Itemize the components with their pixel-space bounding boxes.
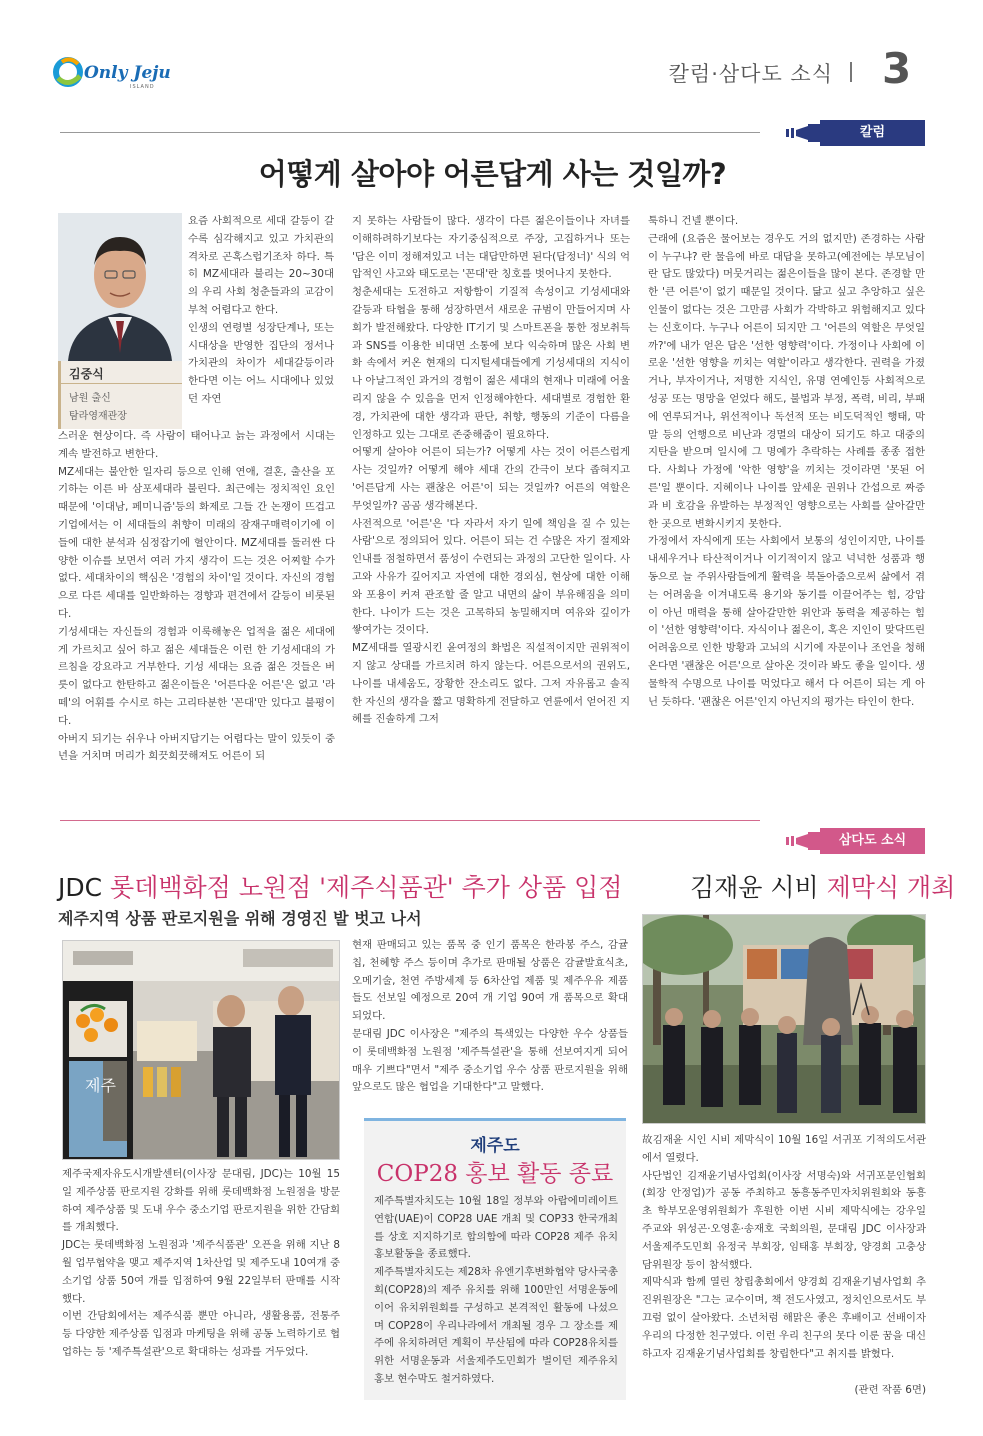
paragraph: JDC는 롯데백화점 노원점과 '제주식품관' 오픈을 위해 지난 8월 업무협약을 맺고 제주지역 1차산업 및 제주도내 10여개 중소기업 상품 50여 개를 입점하여 9월 22일부터 판매를 시작했다. bbox=[62, 1239, 340, 1305]
jdc-store-photo bbox=[62, 940, 340, 1160]
kim-title-prefix: 김재윤 시비 bbox=[690, 873, 819, 902]
cop28-article-body bbox=[374, 1193, 618, 1389]
megaphone-icon bbox=[786, 832, 820, 850]
only-jeju-logo bbox=[52, 48, 182, 92]
paragraph: 인생의 연령별 성장단계나, 또는 시대상을 반영한 집단의 정서나 가치관의 차이가 세대갈등이라 한다면 이는 어느 시대에나 있었던 자연 bbox=[188, 321, 334, 405]
paragraph: 스러운 현상이다. 즉 사람이 태어나고 늙는 과정에서 시대는 계속 발전하고 변한다. bbox=[58, 430, 335, 460]
paragraph: MZ세대는 불안한 일자리 등으로 인해 연애, 결혼, 출산을 포기하는 이른 바 삼포세대라 불린다. 최근에는 정치적인 요인 때문에 '이대남, 페미니즘'등의 화제로 그들 간 논쟁이 뜨겁고 기업에서는 이 세대들의 취향이 미래의 잠재구매력이기에 이들에 대한 분석과 심정잡기에 혈안이다. MZ세대를 둘러싼 다양한 이슈를 보면서 여러 가지 생각이 드는 것은 어찌할 수가 없다. 세대차이의 핵심은 '경험의 차이'일 것이다. 자신의 경험으로 다른 세대를 일반화하는 경향과 편견에서 갈등이 비롯된다. bbox=[58, 465, 335, 620]
jdc-subtitle: 제주지역 상품 판로지원을 위해 경영진 발 벗고 나서 bbox=[58, 909, 422, 928]
paragraph: 어떻게 살아야 어른이 되는가? 어떻게 사는 것이 어른스럽게 사는 것일까? 어떻게 해야 세대 간의 간극이 보다 좁혀지고 '어른답게 사는 괜찮은 어른'이 되는 것일까? 어른의 역할은 무엇일까? 곰곰 생각해본다. bbox=[352, 446, 630, 512]
paragraph: 청춘세대는 도전하고 저항함이 기질적 속성이고 기성세대와 갈등과 타협을 통해 성장하면서 새로운 규범이 만들어지며 사회가 발전해왔다. 다양한 IT기기 및 스마트폰을 통한 정보취득과 SNS를 이용한 비대면 소통에 보다 익숙하며 많은 사회 변화 속에서 커온 현재의 디지털세대들에게 기성세대의 지식이나 아날그적인 과거의 경험이 젊은 세대의 현재나 미래에 어울리지 않을 수 있음을 먼저 인정해야한다. 세대별로 경험한 환경, 가치관에 대한 생각과 판단, 취향, 행동의 기준이 다름을 인정하고 있는 그대로 존중해줌이 필요하다. bbox=[352, 286, 630, 441]
author-divider bbox=[61, 383, 182, 384]
paragraph: 기성세대는 자신들의 경험과 이룩해놓은 업적을 젊은 세대에게 가르치고 싶어 하고 젊은 세대들은 이런 한 기성세대의 가르침을 강요라고 거부한다. 기성 세대는 요즘 젊은 것들은 버릇이 없다고 한탄하고 젊은이들은 '어른다운 어른'은 없고 '라떼'의 어휘를 수시로 하는 고리타분한 '꼰대'만 있다고 불평이다. bbox=[58, 625, 335, 727]
page-number: 3 bbox=[882, 44, 912, 93]
paragraph: MZ세대를 열광시킨 윤여정의 화법은 직설적이지만 권위적이지 않고 상대를 가르치려 하지 않는다. 어른으로서의 권위도, 나이를 내세움도, 장황한 잔소리도 없다. 그저 자유롭고 솔직한 자신의 생각을 짧고 명확하게 전달하고 연륜에서 얻어진 지혜를 진솔하게 그저 bbox=[352, 642, 630, 726]
author-box bbox=[58, 361, 182, 429]
jdc-title-prefix: JDC bbox=[58, 873, 103, 902]
author-origin: 남원 출신 bbox=[69, 393, 111, 404]
megaphone-icon bbox=[786, 124, 820, 142]
logo-sub: ISLAND bbox=[130, 84, 155, 90]
kim-article-title bbox=[690, 868, 955, 904]
news-rule bbox=[60, 820, 760, 821]
ceremony-photo bbox=[642, 914, 926, 1124]
paragraph: 제주국제자유도시개발센터(이사장 문대림, JDC)는 10월 15일 제주상품 판로지원 강화를 위해 롯데백화점 노원점을 방문하여 제주상품 및 도내 우수 중소기업 판로지원을 위한 간담회를 개최했다. bbox=[62, 1168, 340, 1234]
paragraph: 사단법인 김재윤기념사업회(이사장 서명숙)와 서귀포문인협회(회장 안정업)가 공동 주최하고 동흥동주민자치위원회와 동흥초 학부모운영위원회가 후원한 이번 시비 제막식에는 강우일 주교와 위성곤·오영훈·송재호 국회의원, 문대림 JDC 이사장과 서울제주도민회 유정국 부회장, 임태홍 부회장, 양경희 고충상담위원장 등이 참석했다. bbox=[642, 1169, 926, 1271]
column-rule bbox=[60, 132, 760, 133]
cop28-title-line1: 제주도 bbox=[470, 1136, 520, 1156]
column-text-3 bbox=[648, 213, 925, 711]
paragraph: 문대림 JDC 이사장은 "제주의 특색있는 다양한 우수 상품들이 롯데백화점 노원점 '제주특설관'을 통해 선보여지게 되어 매우 기쁘다"면서 "제주 중소기업 우수 상품 판로지원을 위해 앞으로도 많은 협업을 기대한다"고 말했다. bbox=[352, 1027, 628, 1094]
paragraph: 요즘 사회적으로 세대 갈등이 갈수록 심각해지고 있고 가치관의 격차로 곤혹스럽기조차 하다. 특히 MZ세대라 불리는 20~30대의 우리 사회 청춘들과의 교감이 부척 어렵다고 한다. bbox=[188, 215, 334, 316]
paragraph: 가정에서 자식에게 또는 사회에서 보통의 성인이지만, 나이를 내세우거나 타산적이거나 이기적이지 않고 넉넉한 성품과 행동으로 늘 주위사람들에게 활력을 북돋아줌으로써 삶에서 겪는 어려움을 이겨내도록 용기와 동기를 이끌어주는 힘, 강압이 아닌 매력을 통해 살아갈만한 위안과 동력을 제공하는 힘이 '선한 영향력'이다. 자식이나 젊은이, 혹은 지인이 맞닥뜨린 어려움으로 인한 방황과 고뇌의 시기에 자문이나 조언을 청해온다면 '괜찮은 어른'으로 살아온 것이라 봐도 좋을 일이다. 생물학적 수명으로 나이를 먹었다고 해서 다 어른이 되는 게 아닌 듯하다. '괜찮은 어른'인지 아닌지의 평가는 타인이 한다. bbox=[648, 535, 925, 708]
header-divider bbox=[850, 62, 852, 82]
jdc-title-highlight: 롯데백화점 노원점 '제주식품관' 추가 상품 입점 bbox=[110, 873, 623, 902]
section-title: 칼럼·삼다도 소식 bbox=[668, 62, 833, 86]
column-text-1a bbox=[188, 213, 334, 409]
paragraph: 故김재윤 시인 시비 제막식이 10월 16일 서귀포 기적의도서관에서 열렸다. bbox=[642, 1134, 926, 1164]
author-title: 탐라영재관장 bbox=[69, 411, 127, 422]
paragraph: 사전적으로 '어른'은 '다 자라서 자기 일에 책임을 질 수 있는 사람'으로 정의되어 있다. 어른이 되는 건 수많은 자기 절제와 인내를 점철하면서 품성이 수련되는 과정의 고단한 일이다. 사고와 사유가 깊어지고 자연에 대한 경외심, 현상에 대한 이해와 포용이 커져 관조할 줄 알고 내면의 삶이 부유해짐을 의미한다. 나이가 드는 것은 고목하되 농밀해지며 여유와 깊이가 쌓여가는 것이다. bbox=[352, 517, 630, 637]
logo-text: Only Jeju bbox=[84, 63, 171, 83]
paragraph: 지 못하는 사람들이 많다. 생각이 다른 젊은이들이나 자녀를 이해하려하기보다는 자기중심적으로 주장, 고집하거나 또는 '답은 이미 정해져있고 너는 대답만하면 된다(답정너)' 식의 억압적인 사고와 태도로는 '꼰대'란 칭호를 벗어나지 못한다. bbox=[352, 215, 630, 281]
cop28-title-line2: COP28 홍보 활동 종료 bbox=[376, 1161, 614, 1187]
column-tag: 칼럼 bbox=[820, 120, 925, 146]
paragraph: 제주특별자치도는 10월 18일 정부와 아랍에미레이트연합(UAE)이 COP28 UAE 개최 및 COP33 한국개최를 상호 지지하기로 합의함에 따라 COP28 제주 유치 홍보활동을 종료했다. bbox=[374, 1195, 618, 1261]
column-headline: 어떻게 살아야 어른답게 사는 것일까? bbox=[258, 157, 727, 191]
photo-sign-text: 제주 bbox=[85, 1076, 116, 1095]
jdc-article-body-continued bbox=[352, 937, 628, 1097]
kim-article-body bbox=[642, 1132, 926, 1363]
author-photo bbox=[58, 213, 182, 361]
related-work-reference: (관련 작품 6면) bbox=[854, 1384, 926, 1396]
paragraph: 제주특별자치도는 제28차 유엔기후변화협약 당사국총회(COP28)의 제주 유치를 위해 100만인 서명운동에 이어 유치위원회를 구성하고 본격적인 활동에 나섰으며 COP28이 우리나라에서 개최될 경우 그 장소를 제주에 유치하려던 계획이 무산됨에 따라 COP28유치를 위한 서명운동과 서울제주도민회가 벌이던 제주유치 홍보 현수막도 철거하였다. bbox=[374, 1266, 618, 1385]
column-text-1b bbox=[58, 428, 335, 766]
jdc-article-title bbox=[58, 868, 622, 904]
jdc-article-body bbox=[62, 1166, 340, 1362]
kim-title-highlight: 제막식 개최 bbox=[826, 873, 956, 902]
paragraph: 툭하니 건넬 뿐이다. bbox=[648, 215, 739, 227]
paragraph: 근래에 (요즘은 물어보는 경우도 거의 없지만) 존경하는 사람이 누구냐? 란 물음에 바로 대답을 못하고(예전에는 부모님이란 답도 많았다) 머뭇거리는 젊은이들을 많이 본다. 존경할 만한 '큰 어른'이 없기 때문일 것이다. 닮고 싶고 추앙하고 싶은 인물이 없다는 것은 그만큼 사회가 각박하고 위험해지고 있다는 신호이다. 누구나 어른이 되지만 그 '어른의 역할은 무엇일까?'에 내가 얻은 답은 '선한 영향력'이다. 가정이나 사회에 이로운 '선한 영향을 끼치는 역할'이라고 생각한다. 권력을 가졌거나, 부자이거나, 저명한 지식인, 유명 연예인등 사회적으로 성공 또는 명망을 얻었다 해도, 불법과 부정, 폭력, 비리, 부패에 연루되거나, 위선적이나 독선적 또는 비도덕적인 행태, 막 말 등의 언행으로 비난과 경멸의 대상이 되기도 하고 대중의 지탄을 받으며 일시에 그 명예가 추락하는 사례를 종종 접한다. 사회나 가정에 '악한 영향'을 끼치는 것이라면 '못된 어른'일 뿐이다. 지혜이나 나이를 앞세운 권위나 간섭으로 짜증과 비 호감을 유발하는 부정적인 영향으로는 사회를 살아갈만한 곳으로 변화시키지 못한다. bbox=[648, 232, 925, 530]
paragraph: 이번 간담회에서는 제주식품 뿐만 아니라, 생활용품, 전통주 등 다양한 제주상품 입점과 마케팅을 위해 공동 노력하기로 협업하는 등 '제주특설관'으로 확대하는 성과를 거두었다. bbox=[62, 1310, 340, 1358]
cop28-article-box bbox=[364, 1118, 626, 1400]
paragraph: 제막식과 함께 열린 창립총회에서 양경희 김재윤기념사업회 추진위원장은 "그는 교수이며, 책 전도사였고, 정치인으로서도 부끄럼 없이 살아왔다. 소년처럼 해맑은 좋은 후배이고 선배이자 우리의 다정한 친구였다. 이런 우리 친구의 못다 이룬 꿈을 대신 하고자 김재윤기념사업회를 창립한다"고 취지를 밝혔다. bbox=[642, 1276, 926, 1360]
news-tag: 삼다도 소식 bbox=[820, 828, 925, 854]
column-text-2 bbox=[352, 213, 630, 729]
author-name: 김중식 bbox=[69, 367, 104, 381]
paragraph: 아버지 되기는 쉬우나 아버지답기는 어렵다는 말이 있듯이 중년을 거치며 머리가 희끗희끗해져도 어른이 되 bbox=[58, 732, 335, 763]
paragraph: 현재 판매되고 있는 품목 중 인기 품목은 한라봉 주스, 감귤칩, 천혜향 주스 등이며 추가로 판매될 상품은 감귤발효식초, 오메기술, 천연 주방세제 등 6차산업 제품 및 제주우유 제품들도 선보일 예정으로 20여 개 기업 90여 개 품목으로 확대되었다. bbox=[352, 939, 628, 1023]
